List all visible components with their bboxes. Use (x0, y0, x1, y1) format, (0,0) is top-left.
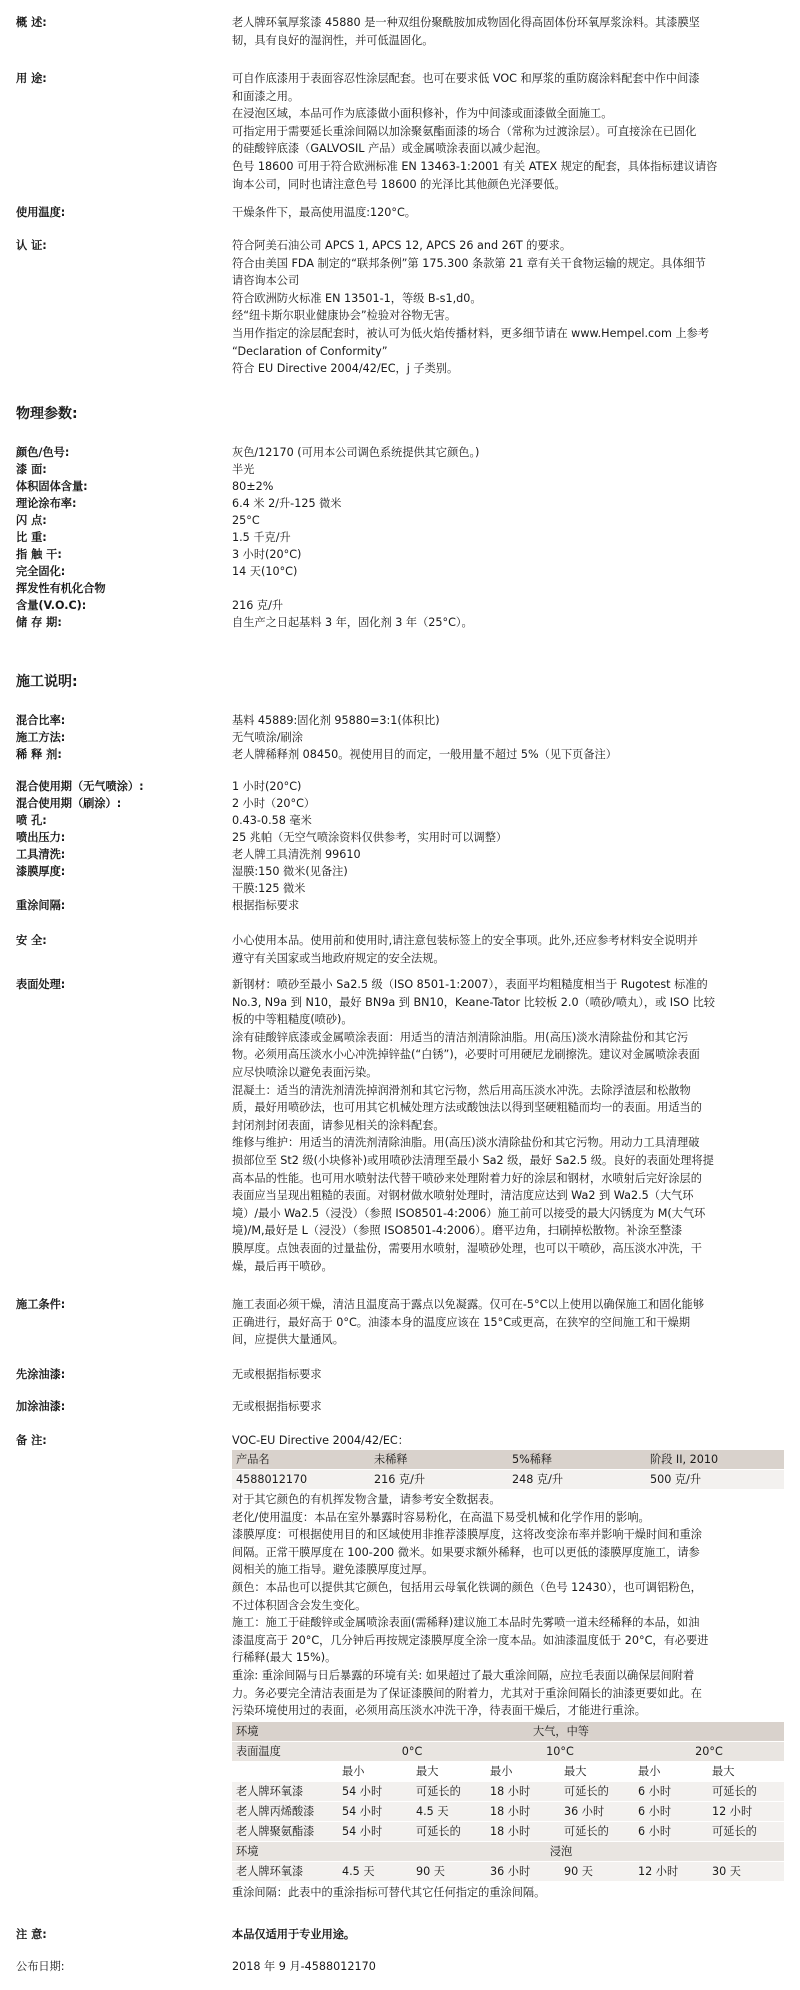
application-row (0, 812, 800, 829)
surface-line: 涂有硅酸锌底漆或金属喷涂表面：用适当的清洁剂清除油脂。用(高压)淡水清除盐份和其它污 (232, 1030, 689, 1044)
certification-line: 经“纽卡斯尔职业健康协会”检验对谷物无害。 (232, 309, 457, 323)
physical-row (0, 444, 800, 461)
surface-prep-label: 表面处理: (16, 978, 66, 991)
voc-table (232, 1450, 784, 1490)
surface-line: 境)/M,最好是 L（浸没）（参照 ISO8501-4:2006）。磨平边角，扫刷掉松散物。补涂至整漆 (232, 1224, 683, 1238)
safety-line: 小心使用本品。使用前和使用时,请注意包装标签上的安全事项。此外,还应参考材料安全说明并 (232, 934, 698, 947)
recoat-row (232, 1782, 784, 1802)
certification-line: 符合由美国 FDA 制定的“联邦条例”第 175.300 条款第 21 章有关干食物运输的规定。具体细节 (232, 256, 706, 270)
recoat-cell: 6 小时 (634, 1782, 708, 1802)
application-row (0, 795, 800, 812)
surface-line: 境）/最小 Wa2.5（浸没）（参照 ISO8501-4:2006）施工前可以接受的最大闪锈度为 M(大气环 (232, 1206, 706, 1220)
recoat-cell: 18 小时 (486, 1802, 560, 1822)
recoat-temp-header: 20°C (634, 1742, 784, 1762)
physical-value: 80±2% (232, 480, 274, 493)
certification-label: 认 证: (16, 239, 47, 252)
voc-header-row (232, 1450, 784, 1470)
recoat-cell: 90 天 (412, 1862, 486, 1882)
recoat-row (232, 1822, 784, 1842)
recoat-cell: 4.5 天 (338, 1862, 412, 1882)
overview-text (232, 14, 784, 49)
recoat-minmax-cell: 最大 (412, 1762, 486, 1782)
remarks-line: 行稀释(最大 15%)。 (232, 1651, 337, 1665)
usage-line: 可自作底漆用于表面容忍性涂层配套。也可在要求低 VOC 和厚浆的重防腐涂料配套中作中间漆 (232, 72, 700, 85)
application-row (0, 863, 800, 880)
recoat-cell: 12 小时 (634, 1862, 708, 1882)
application-label: 喷 孔: (16, 814, 47, 827)
remarks-line: 阅相关的施工指导。避免漆膜厚度过厚。 (232, 1563, 434, 1577)
physical-row (0, 614, 800, 631)
application-rows-a (0, 712, 800, 763)
physical-row (0, 461, 800, 478)
conditions-line: 间，应提供大量通风。 (232, 1333, 344, 1347)
recoat-cell: 可延长的 (708, 1822, 784, 1842)
certification-line: 符合欧洲防火标准 EN 13501-1，等级 B-s1,d0。 (232, 291, 482, 305)
recoat-row (232, 1802, 784, 1822)
remarks-line: 漆温度高于 20°C，几分钟后再按规定漆膜厚度全涂一度本品。如油漆温度低于 20°C，有必要进 (232, 1633, 709, 1647)
physical-value: 216 克/升 (232, 599, 284, 612)
remarks-text (232, 1491, 784, 1720)
surface-line: 膜厚度。点蚀表面的过量盐份，需要用水喷射，湿喷砂处理，也可以干喷砂，高压淡水冲洗，干 (232, 1241, 702, 1255)
voc-header-cell: 未稀释 (370, 1450, 508, 1470)
primer-label: 先涂油漆: (16, 1368, 66, 1381)
recoat-env-row (232, 1722, 784, 1742)
recoat-surface-temp-label: 表面温度 (232, 1742, 338, 1762)
service-temp-text: 干燥条件下，最高使用温度:120°C。 (232, 206, 416, 219)
application-label: 混合比率: (16, 714, 66, 727)
physical-label: 颜色/色号: (16, 446, 70, 459)
recoat-env2-label: 环境 (232, 1842, 338, 1862)
remarks-line: 老化/使用温度：本品在室外暴露时容易粉化，在高温下易受机械和化学作用的影响。 (232, 1510, 650, 1524)
note-label: 注 意: (16, 1928, 47, 1941)
usage-line: 色号 18600 可用于符合欧洲标准 EN 13463-1:2001 有关 ATEX 规定的配套，具体指标建议请咨 (232, 159, 718, 173)
remarks-line: 漆膜厚度：可根据使用目的和区域使用非推荐漆膜厚度，这将改变涂布率并影响干燥时间和重涂 (232, 1528, 702, 1542)
physical-row (0, 495, 800, 512)
certification-line: “Declaration of Conformity” (232, 344, 388, 358)
remarks-line: 力。务必要完全清洁表面是为了保证漆膜间的附着力，尤其对于重涂间隔长的油漆更要如此。在 (232, 1686, 702, 1700)
application-value: 老人牌工具清洗剂 99610 (232, 848, 361, 861)
recoat-temp-header: 0°C (338, 1742, 486, 1762)
application-value: 基料 45889:固化剂 95880=3:1(体积比) (232, 714, 440, 727)
application-label: 重涂间隔: (16, 899, 66, 912)
physical-value: 自生产之日起基料 3 年，固化剂 3 年（25°C）。 (232, 616, 473, 629)
physical-row (0, 478, 800, 495)
application-row (0, 829, 800, 846)
physical-value: 3 小时(20°C) (232, 548, 302, 561)
recoat-env-label: 环境 (232, 1722, 338, 1742)
recoat-cell: 54 小时 (338, 1822, 412, 1842)
note-value: 本品仅适用于专业用途。 (232, 1928, 356, 1941)
physical-row (0, 597, 800, 614)
application-label: 混合使用期（刷涂）: (16, 797, 122, 810)
surface-line: 高本品的性能。也可用水喷射法代替干喷砂来处理附着力好的涂层和钢材，水喷射后完好涂层的 (232, 1171, 702, 1185)
safety-text (232, 932, 784, 967)
usage-line: 的硅酸锌底漆（GALVOSIL 产品）或金属喷涂表面以减少起泡。 (232, 142, 548, 156)
application-row (0, 846, 800, 863)
physical-label: 储 存 期: (16, 616, 62, 629)
recoat-cell: 可延长的 (560, 1782, 634, 1802)
application-value: 根据指标要求 (232, 899, 300, 912)
usage-text (232, 70, 784, 193)
remarks-line: 颜色：本品也可以提供其它颜色，包括用云母氧化铁调的颜色（色号 12430），也可调铝粉色， (232, 1580, 702, 1594)
recoat-cell: 36 小时 (560, 1802, 634, 1822)
recoat-cell: 30 天 (708, 1862, 784, 1882)
usage-line: 询本公司，同时也请注意色号 18600 的光泽比其他颜色光泽要低。 (232, 177, 566, 191)
certification-line: 请咨询本公司 (232, 274, 300, 288)
recoat-cell: 36 小时 (486, 1862, 560, 1882)
physical-label: 指 触 干: (16, 548, 62, 561)
physical-row (0, 529, 800, 546)
recoat-cell: 18 小时 (486, 1782, 560, 1802)
recoat-cell: 54 小时 (338, 1802, 412, 1822)
remarks-line: 不过体积固含会发生变化。 (232, 1598, 367, 1612)
conditions-line: 施工表面必须干燥，清洁且温度高于露点以免凝露。仅可在-5°C以上使用以确保施工和固化能够 (232, 1298, 705, 1311)
recoat-env2-row (232, 1842, 784, 1862)
application-label: 稀 释 剂: (16, 748, 62, 761)
usage-label: 用 途: (16, 72, 47, 85)
surface-prep-text (232, 976, 784, 1275)
physical-row (0, 563, 800, 580)
surface-line: 物。必须用高压淡水小心冲洗掉锌盐(“白锈”)，必要时可用硬尼龙刷擦洗。建议对金属喷涂表面 (232, 1048, 700, 1062)
surface-line: 封闭剂封闭表面，请参见相关的涂料配套。 (232, 1118, 445, 1132)
application-value: 0.43-0.58 毫米 (232, 814, 312, 827)
recoat-product: 老人牌丙烯酸漆 (232, 1802, 338, 1822)
recoat-atmos-label: 大气，中等 (338, 1722, 784, 1742)
recoat-cell: 可延长的 (708, 1782, 784, 1802)
recoat-cell: 4.5 天 (412, 1802, 486, 1822)
certification-text (232, 237, 784, 378)
recoat-minmax-cell: 最大 (560, 1762, 634, 1782)
physical-row (0, 512, 800, 529)
physical-label: 理论涂布率: (16, 497, 77, 510)
physical-rows (0, 444, 800, 631)
recoat-temp-row (232, 1742, 784, 1762)
physical-value: 6.4 米 2/升-125 微米 (232, 497, 342, 510)
application-value: 湿膜:150 微米(见备注) (232, 865, 348, 878)
usage-line: 可指定用于需要延长重涂间隔以加涂聚氨酯面漆的场合（常称为过渡涂层）。可直接涂在已固化 (232, 124, 697, 138)
surface-line: 新钢材：喷砂至最小 Sa2.5 级（ISO 8501-1:2007），表面平均粗糙度相当于 Rugotest 标准的 (232, 978, 708, 991)
recoat-cell: 可延长的 (560, 1822, 634, 1842)
safety-label: 安 全: (16, 934, 47, 947)
overview-line: 韧，具有良好的湿润性，并可低温固化。 (232, 33, 434, 47)
physical-row (0, 580, 800, 597)
remarks-line: 污染环境使用过的表面，必须用高压淡水冲洗干净，待表面干燥后，才能进行重涂。 (232, 1704, 646, 1718)
recoat-cell: 可延长的 (412, 1782, 486, 1802)
application-value: 老人牌稀释剂 08450。视使用目的而定，一般用量不超过 5%（见下页备注） (232, 748, 617, 761)
voc-cell: 4588012170 (232, 1470, 370, 1490)
recoat-immersion-row (232, 1862, 784, 1882)
application-value: 2 小时（20°C） (232, 797, 316, 810)
recoat-table (232, 1722, 784, 1882)
certification-line: 当用作指定的涂层配套时，被认可为低火焰传播材料，更多细节请在 www.Hempel.com 上参考 (232, 326, 710, 340)
surface-line: 表面应当呈现出粗糙的表面。对钢材做水喷射处理时，清洁度应达到 Wa2 到 Wa2.5（大气环 (232, 1189, 694, 1203)
voc-header-cell: 产品名 (232, 1450, 370, 1470)
recoat-minmax-cell: 最大 (708, 1762, 784, 1782)
physical-label: 体积固体含量: (16, 480, 88, 493)
remarks-line: 对于其它颜色的有机挥发物含量，请参考安全数据表。 (232, 1493, 501, 1506)
application-value: 无气喷涂/刷涂 (232, 731, 303, 744)
remarks-line: 施工：施工于硅酸锌或金属喷涂表面(需稀释)建议施工本品时先雾喷一道未经稀释的本品，如油 (232, 1616, 700, 1630)
recoat-minmax-cell: 最小 (634, 1762, 708, 1782)
recoat-cell: 12 小时 (708, 1802, 784, 1822)
overview-line: 老人牌环氧厚浆漆 45880 是一种双组份聚酰胺加成物固化得高固体份环氧厚浆涂料。其漆膜坚 (232, 16, 700, 29)
recoat-product: 老人牌聚氨酯漆 (232, 1822, 338, 1842)
recoat-cell: 90 天 (560, 1862, 634, 1882)
voc-data-row (232, 1470, 784, 1490)
surface-line: 维修与维护：用适当的清洗剂清除油脂。用(高压)淡水清除盐份和其它污物。用动力工具清理破 (232, 1136, 700, 1150)
published-label: 公布日期: (16, 1960, 65, 1973)
recoat-product: 老人牌环氧漆 (232, 1782, 338, 1802)
application-label: 漆膜厚度: (16, 865, 66, 878)
application-row (0, 712, 800, 729)
physical-label: 闪 点: (16, 514, 47, 527)
recoat-footnote: 重涂间隔：此表中的重涂指标可替代其它任何指定的重涂间隔。 (232, 1886, 546, 1899)
surface-line: 混凝土：适当的清洗剂清洗掉润滑剂和其它污物，然后用高压淡水冲洗。去除浮渣层和松散物 (232, 1083, 691, 1097)
recoat-minmax-cell: 最小 (486, 1762, 560, 1782)
voc-title: VOC-EU Directive 2004/42/EC： (232, 1434, 409, 1447)
remarks-label: 备 注: (16, 1434, 47, 1447)
voc-cell: 248 克/升 (508, 1470, 646, 1490)
physical-value: 灰色/12170 (可用本公司调色系统提供其它颜色。) (232, 446, 480, 459)
physical-value: 1.5 千克/升 (232, 531, 291, 544)
physical-label: 挥发性有机化合物 (16, 582, 106, 595)
application-value: 1 小时(20°C) (232, 780, 302, 793)
application-label: 混合使用期（无气喷涂）: (16, 780, 144, 793)
application-section-title: 施工说明: (16, 674, 78, 690)
application-row (0, 880, 800, 897)
physical-value: 14 天(10°C) (232, 565, 298, 578)
physical-value: 25°C (232, 514, 260, 527)
application-rows-b (0, 778, 800, 914)
application-row (0, 746, 800, 763)
overview-label: 概 述: (16, 16, 47, 29)
certification-line: 符合 EU Directive 2004/42/EC，j 子类别。 (232, 362, 459, 376)
usage-line: 在浸泡区域，本品可作为底漆做小面积修补，作为中间漆或面漆做全面施工。 (232, 107, 613, 121)
voc-header-cell: 阶段 II, 2010 (646, 1450, 784, 1470)
recoat-cell: 可延长的 (412, 1822, 486, 1842)
published-value: 2018 年 9 月-4588012170 (232, 1960, 376, 1973)
voc-cell: 216 克/升 (370, 1470, 508, 1490)
physical-label: 比 重: (16, 531, 47, 544)
application-row (0, 897, 800, 914)
surface-line: 质，最好用喷砂法，也可用其它机械处理方法或酸蚀法以得到坚硬粗糙而均一的表面。用适当的 (232, 1101, 702, 1115)
application-value: 干膜:125 微米 (232, 882, 306, 895)
physical-label: 漆 面: (16, 463, 47, 476)
recoat-cell: 18 小时 (486, 1822, 560, 1842)
physical-row (0, 546, 800, 563)
physical-value: 半光 (232, 463, 255, 476)
surface-line: 板的中等粗糙度(喷砂)。 (232, 1013, 353, 1027)
certification-line: 符合阿美石油公司 APCS 1, APCS 12, APCS 26 and 26T 的要求。 (232, 239, 572, 252)
conditions-text (232, 1296, 784, 1349)
recoat-cell: 54 小时 (338, 1782, 412, 1802)
recoat-minmax-row (232, 1762, 784, 1782)
surface-line: 燥，最后再干喷砂。 (232, 1259, 333, 1273)
conditions-line: 正确进行，最好高于 0°C。油漆本身的温度应该在 15°C或更高，在狭窄的空间施工和干燥期 (232, 1315, 691, 1329)
application-value: 25 兆帕（无空气喷涂资料仅供参考，实用时可以调整） (232, 831, 508, 844)
application-row (0, 729, 800, 746)
physical-section-title: 物理参数: (16, 406, 78, 422)
primer-value: 无或根据指标要求 (232, 1368, 322, 1381)
recoat-cell: 6 小时 (634, 1802, 708, 1822)
remarks-line: 重涂: 重涂间隔与日后暴露的环境有关: 如果超过了最大重涂间隔，应拉毛表面以确保层间附着 (232, 1668, 695, 1682)
recoat-temp-header: 10°C (486, 1742, 634, 1762)
voc-header-cell: 5%稀释 (508, 1450, 646, 1470)
surface-line: No.3, N9a 到 N10，最好 BN9a 到 BN10，Keane-Tator 比较板 2.0（喷砂/喷丸），或 ISO 比较 (232, 995, 715, 1009)
application-label: 工具清洗: (16, 848, 66, 861)
recoat-cell: 6 小时 (634, 1822, 708, 1842)
safety-line: 遵守有关国家或当地政府规定的安全法规。 (232, 951, 445, 965)
topcoat-label: 加涂油漆: (16, 1400, 66, 1413)
recoat-product: 老人牌环氧漆 (232, 1862, 338, 1882)
voc-cell: 500 克/升 (646, 1470, 784, 1490)
application-label: 喷出压力: (16, 831, 66, 844)
service-temp-label: 使用温度: (16, 206, 66, 219)
usage-line: 和面漆之用。 (232, 89, 300, 103)
physical-label: 完全固化: (16, 565, 66, 578)
remarks-line: 间隔。正常干膜厚度在 100-200 微米。如果要求额外稀释，也可以更低的漆膜厚度施工，请参 (232, 1545, 700, 1559)
recoat-minmax-cell: 最小 (338, 1762, 412, 1782)
surface-line: 应尽快喷涂以避免表面污染。 (232, 1065, 378, 1079)
application-label: 施工方法: (16, 731, 66, 744)
surface-line: 损部位至 St2 级(小块修补)或用喷砂法清理至最小 Sa2 级，最好 Sa2.5 级。良好的表面处理将提 (232, 1153, 714, 1167)
recoat-immersion-label: 浸泡 (338, 1842, 784, 1862)
application-row (0, 778, 800, 795)
physical-label: 含量(V.O.C): (16, 599, 87, 612)
topcoat-value: 无或根据指标要求 (232, 1400, 322, 1413)
conditions-label: 施工条件: (16, 1298, 66, 1311)
